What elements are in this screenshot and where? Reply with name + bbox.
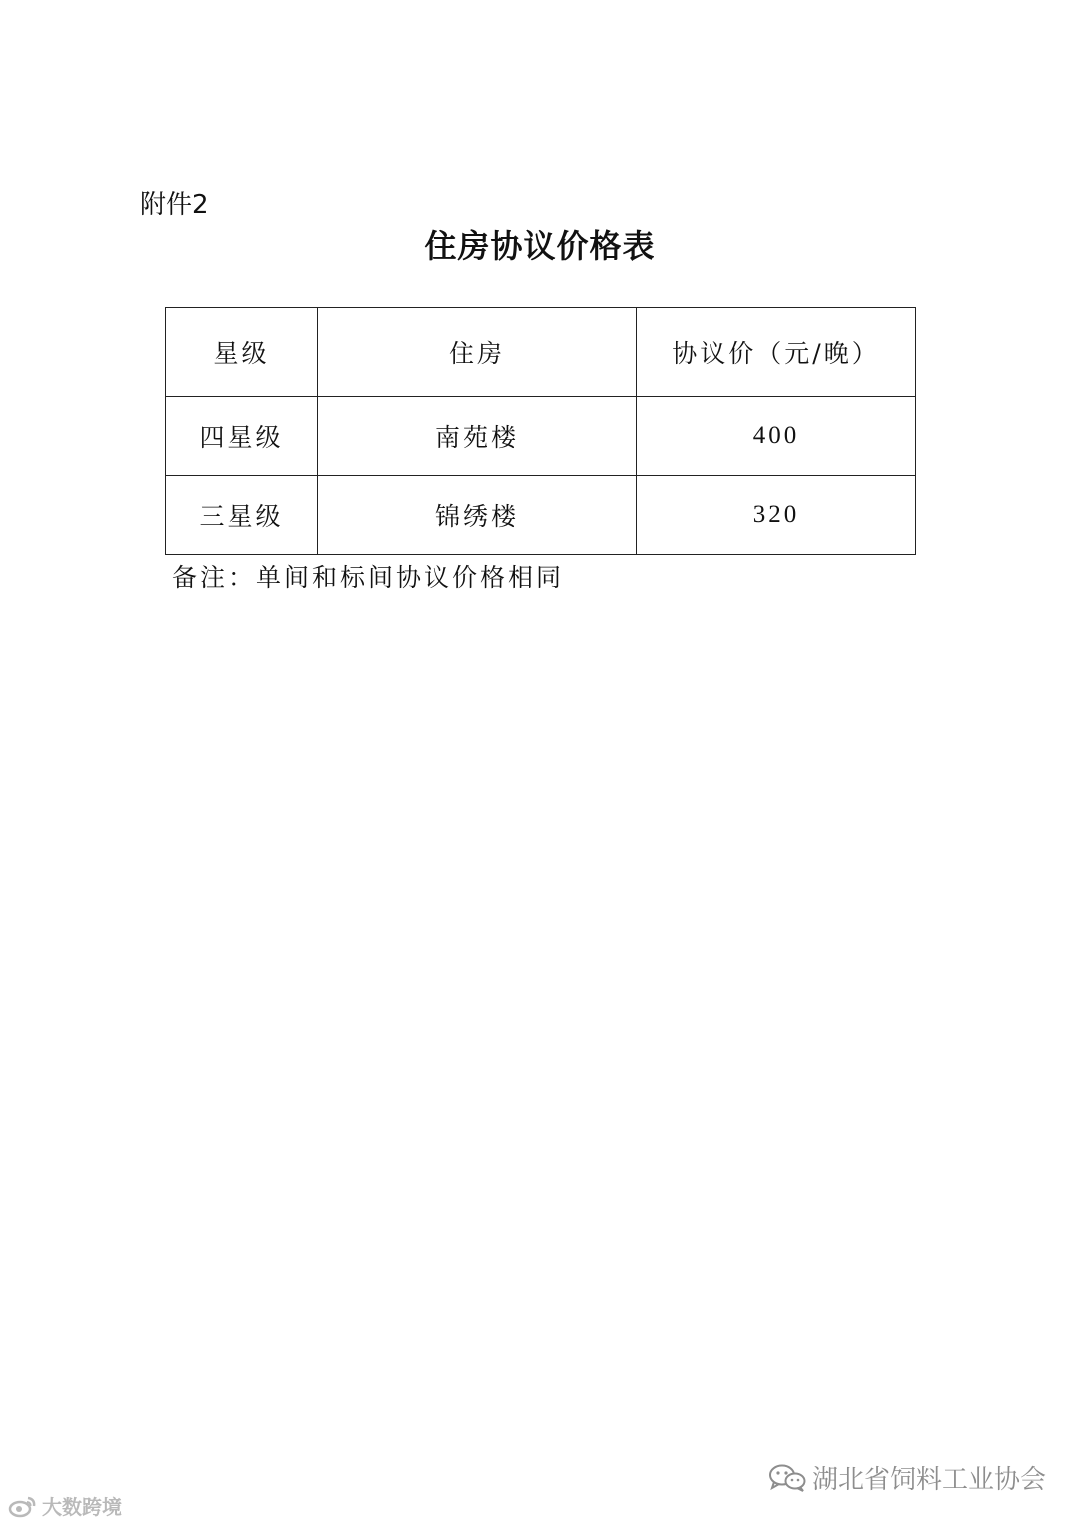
- cell-room: 锦绣楼: [318, 476, 637, 555]
- table-row: [166, 476, 916, 555]
- attachment-label: 附件2: [140, 190, 209, 220]
- watermark-right-text: 湖北省饲料工业协会: [811, 1465, 1046, 1495]
- header-cell-price: 协议价（元/晚）: [637, 308, 916, 397]
- cell-star: 四星级: [166, 397, 318, 476]
- cell-room: 南苑楼: [318, 397, 637, 476]
- cell-star: 三星级: [166, 476, 318, 555]
- cell-price: 400: [637, 397, 916, 476]
- header-cell-star: 星级: [166, 308, 318, 397]
- cell-price: 320: [637, 476, 916, 555]
- watermark-right: [768, 1459, 1046, 1496]
- weibo-logo-icon: [8, 1494, 38, 1518]
- watermark-left-text: 大数跨境: [42, 1495, 122, 1519]
- table-header-row: [166, 308, 916, 397]
- price-table: [165, 307, 916, 555]
- table-row: [166, 397, 916, 476]
- header-cell-room: 住房: [318, 308, 637, 397]
- page-title: 住房协议价格表: [424, 227, 656, 265]
- watermark-left: [8, 1491, 122, 1520]
- note-text: 备注：单间和标间协议价格相同: [172, 563, 565, 592]
- wechat-logo-icon: [768, 1463, 806, 1493]
